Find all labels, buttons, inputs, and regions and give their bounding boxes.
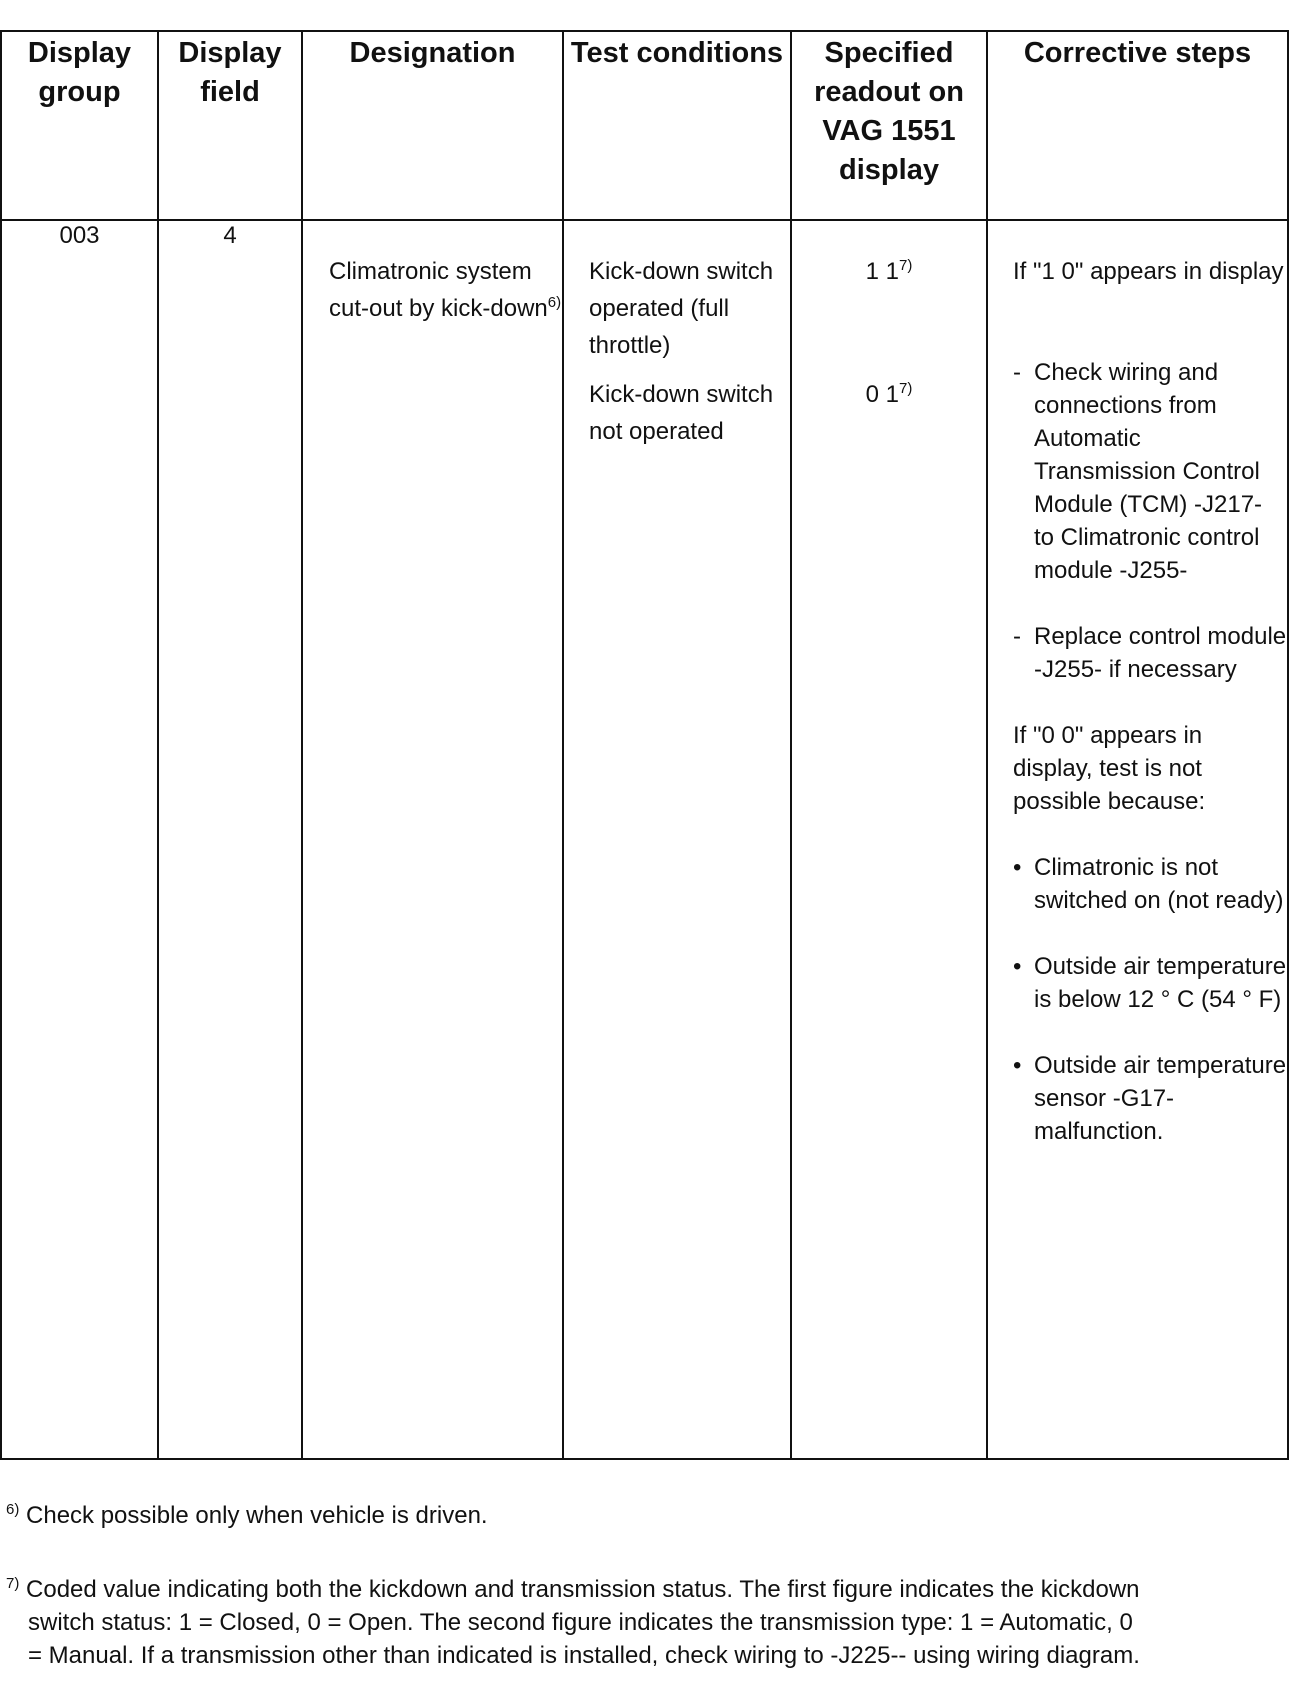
condition-operated: Kick-down switch operated (full throttle)	[589, 258, 774, 359]
footnote-mark: 6)	[6, 1501, 20, 1518]
bullet-marker: •	[1013, 854, 1022, 881]
footnote-7	[6, 1573, 1146, 1672]
display-group-table	[0, 30, 1289, 1460]
header-designation: Designation	[302, 31, 563, 220]
designation-text: Climatronic system cut-out by kick-down	[329, 258, 548, 322]
designation-footnote-ref: 6)	[547, 294, 562, 311]
condition-not-operated: Kick-down switch not operated	[589, 381, 774, 445]
list-item	[1013, 851, 1287, 917]
dash-marker: -	[1013, 623, 1021, 650]
header-test-conditions: Test conditions	[563, 31, 791, 220]
footnote-text: Coded value indicating both the kickdown and transmission status. The first figure indicates the kickdown switch status: 1 = Closed, 0 = Open. The second figure indicates the transmission type: 1 = Automatic, 0 = Manual. If a transmission other than indicated is installed, check wiring to -J225-- using wiring diagram.	[26, 1576, 1140, 1669]
readout-footnote-ref: 7)	[899, 380, 913, 397]
step-text: Outside air temperature sensor -G17- malfunction.	[1034, 1052, 1287, 1145]
step-text: Replace control module -J255- if necessary	[1034, 623, 1287, 683]
table-row	[1, 220, 1288, 1459]
steps-intro-1-0: If "1 0" appears in display	[1013, 258, 1284, 285]
cell-display-group: 003	[1, 220, 158, 1459]
header-specified-readout: Specified readout on VAG 1551 display	[791, 31, 987, 220]
list-item	[1013, 1049, 1287, 1148]
footnote-body	[6, 1573, 1146, 1672]
steps-intro-0-0: If "0 0" appears in display, test is not possible because:	[1013, 722, 1206, 815]
readout-value: 1 1	[865, 258, 900, 285]
step-text: Outside air temperature is below 12 ° C (54 ° F)	[1034, 953, 1287, 1013]
table-header-row	[1, 31, 1288, 220]
list-item	[1013, 950, 1287, 1016]
bullet-marker: •	[1013, 953, 1022, 980]
list-item	[1013, 620, 1287, 686]
readout-value: 0 1	[865, 381, 900, 408]
footnote-text: Check possible only when vehicle is driven.	[26, 1502, 488, 1529]
bullet-marker: •	[1013, 1052, 1022, 1079]
header-corrective-steps: Corrective steps	[987, 31, 1288, 220]
header-display-field: Display field	[158, 31, 302, 220]
dash-list	[1013, 356, 1287, 686]
step-text: Check wiring and connections from Automatic Transmission Control Module (TCM) -J217- to Climatronic control module -J255-	[1034, 359, 1263, 584]
cell-test-conditions	[563, 220, 791, 1459]
footnote-6	[6, 1502, 488, 1530]
step-text: Climatronic is not switched on (not ready)	[1034, 854, 1284, 914]
readout-footnote-ref: 7)	[899, 257, 913, 274]
cell-corrective-steps	[987, 220, 1288, 1459]
header-display-group: Display group	[1, 31, 158, 220]
readout-operated	[793, 253, 985, 290]
list-item	[1013, 356, 1287, 587]
cell-display-field: 4	[158, 220, 302, 1459]
cell-specified-readout	[791, 220, 987, 1459]
dash-marker: -	[1013, 359, 1021, 386]
bullet-list	[1013, 851, 1287, 1148]
cell-designation	[302, 220, 563, 1459]
readout-not-operated	[793, 376, 985, 413]
footnote-mark: 7)	[6, 1575, 20, 1592]
